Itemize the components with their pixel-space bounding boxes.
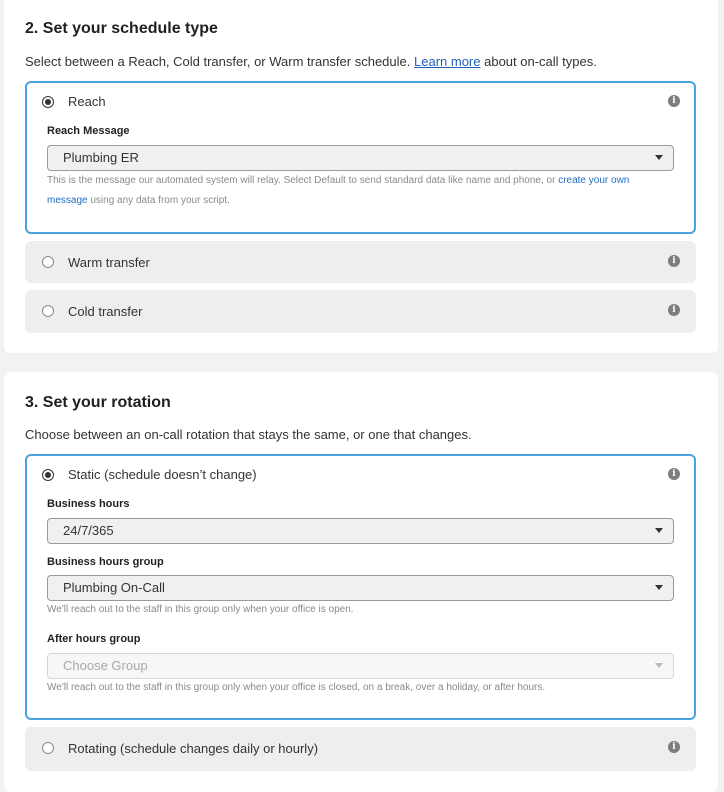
description-suffix: about on-call types. xyxy=(484,54,597,69)
reach-message-select[interactable] xyxy=(47,145,674,171)
info-icon[interactable]: i xyxy=(668,468,680,480)
info-icon[interactable]: i xyxy=(668,95,680,107)
chevron-down-icon xyxy=(655,585,663,590)
reach-message-label: Reach Message xyxy=(47,125,130,137)
option-label: Warm transfer xyxy=(68,255,150,270)
info-icon[interactable]: i xyxy=(668,304,680,316)
help-suffix: using any data from your script. xyxy=(90,195,230,206)
radio-warm-transfer[interactable] xyxy=(42,256,54,268)
after-hours-group-label: After hours group xyxy=(47,633,141,645)
after-hours-group-select[interactable] xyxy=(47,653,674,679)
radio-cold-transfer[interactable] xyxy=(42,305,54,317)
select-value: 24/7/365 xyxy=(63,523,114,538)
select-value: Plumbing On-Call xyxy=(63,580,165,595)
chevron-down-icon xyxy=(655,528,663,533)
select-value: Plumbing ER xyxy=(63,150,139,165)
option-static[interactable] xyxy=(25,454,696,720)
help-prefix: This is the message our automated system will relay. Select Default to send standard data like name and phone, or xyxy=(47,175,556,186)
section-description: Choose between an on-call rotation that stays the same, or one that changes. xyxy=(25,427,472,442)
option-label: Static (schedule doesn’t change) xyxy=(68,467,257,482)
learn-more-link[interactable]: Learn more xyxy=(414,54,481,69)
option-label: Cold transfer xyxy=(68,304,143,319)
option-warm-transfer[interactable] xyxy=(25,241,696,283)
section-description xyxy=(25,54,597,69)
radio-rotating[interactable] xyxy=(42,742,54,754)
business-hours-label: Business hours xyxy=(47,498,130,510)
option-reach[interactable] xyxy=(25,81,696,234)
schedule-type-section xyxy=(4,0,718,353)
chevron-down-icon xyxy=(655,663,663,668)
create-your-own-message-link[interactable]: create your own message xyxy=(47,175,630,206)
business-hours-select[interactable] xyxy=(47,518,674,544)
section-title: 2. Set your schedule type xyxy=(25,20,218,37)
radio-reach[interactable] xyxy=(42,96,54,108)
reach-message-help xyxy=(47,171,667,211)
radio-dot xyxy=(45,472,51,478)
chevron-down-icon xyxy=(655,155,663,160)
info-icon[interactable]: i xyxy=(668,741,680,753)
select-placeholder: Choose Group xyxy=(63,658,148,673)
section-title: 3. Set your rotation xyxy=(25,394,171,411)
description-prefix: Select between a Reach, Cold transfer, or Warm transfer schedule. xyxy=(25,54,411,69)
after-hours-group-help: We'll reach out to the staff in this group only when your office is closed, on a break, over a holiday, or after hours. xyxy=(47,682,546,693)
option-label: Reach xyxy=(68,94,106,109)
business-hours-group-help: We'll reach out to the staff in this group only when your office is open. xyxy=(47,604,354,615)
business-hours-group-label: Business hours group xyxy=(47,556,164,568)
radio-dot xyxy=(45,99,51,105)
business-hours-group-select[interactable] xyxy=(47,575,674,601)
info-icon[interactable]: i xyxy=(668,255,680,267)
option-label: Rotating (schedule changes daily or hourly) xyxy=(68,741,319,756)
rotation-section xyxy=(4,372,718,792)
radio-static[interactable] xyxy=(42,469,54,481)
option-rotating[interactable] xyxy=(25,727,696,771)
option-cold-transfer[interactable] xyxy=(25,290,696,333)
